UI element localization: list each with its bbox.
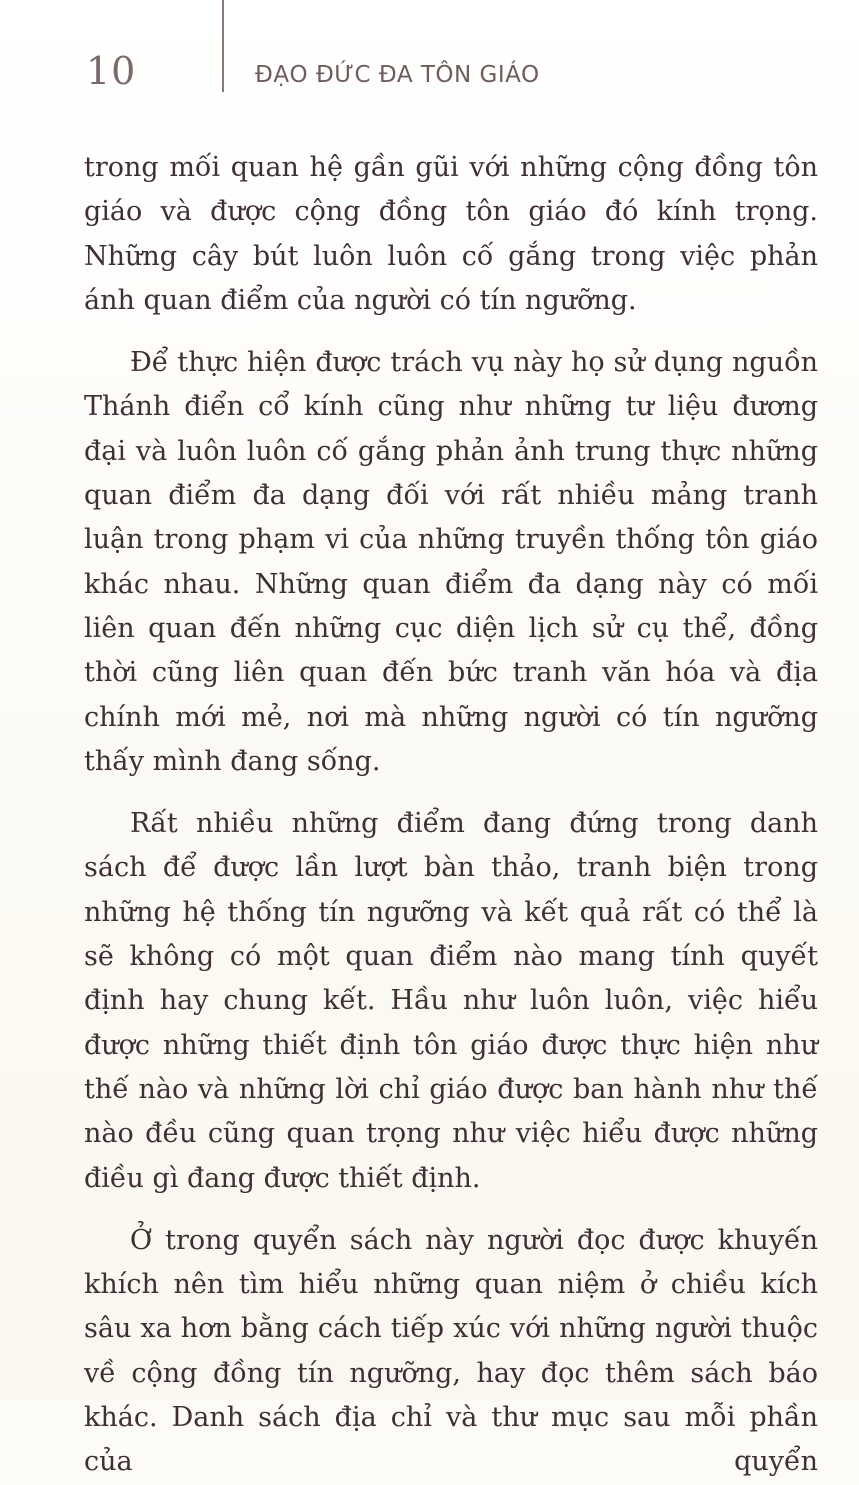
page-number: 10 [86, 49, 137, 93]
header-divider [222, 0, 224, 92]
paragraph-2: Để thực hiện được trách vụ này họ sử dụng nguồn Thánh điển cổ kính cũng như những tư liệu đương đại và luôn luôn cố gắng phản ảnh trung thực những quan điểm đa dạng đối với rất nhiều mảng tranh luận trong phạm vi của những truyền thống tôn giáo khác nhau. Những quan điểm đa dạng này có mối liên quan đến những cục diện lịch sử cụ thể, đồng thời cũng liên quan đến bức tranh văn hóa và địa chính mới mẻ, nơi mà những người có tín ngưỡng thấy mình đang sống. [84, 347, 818, 777]
running-head: ĐẠO ĐỨC ĐA TÔN GIÁO [255, 62, 540, 88]
body-text [84, 146, 818, 1485]
paragraph-1: trong mối quan hệ gần gũi với những cộng đồng tôn giáo và được cộng đồng tôn giáo đó kính trọng. Những cây bút luôn luôn cố gắng trong việc phản ánh quan điểm của người có tín ngưỡng. [84, 152, 818, 316]
paragraph-3: Rất nhiều những điểm đang đứng trong danh sách để được lần lượt bàn thảo, tranh biện trong những hệ thống tín ngưỡng và kết quả rất có thể là sẽ không có một quan điểm nào mang tính quyết định hay chung kết. Hầu như luôn luôn, việc hiểu được những thiết định tôn giáo được thực hiện như thế nào và những lời chỉ giáo được ban hành như thế nào đều cũng quan trọng như việc hiểu được những điều gì đang được thiết định. [84, 808, 818, 1194]
paragraph-4: Ở trong quyển sách này người đọc được khuyến khích nên tìm hiểu những quan niệm ở chiều kích sâu xa hơn bằng cách tiếp xúc với những người thuộc về cộng đồng tín ngưỡng, hay đọc thêm sách báo khác. Danh sách địa chỉ và thư mục sau mỗi phần của quyển [84, 1224, 818, 1478]
